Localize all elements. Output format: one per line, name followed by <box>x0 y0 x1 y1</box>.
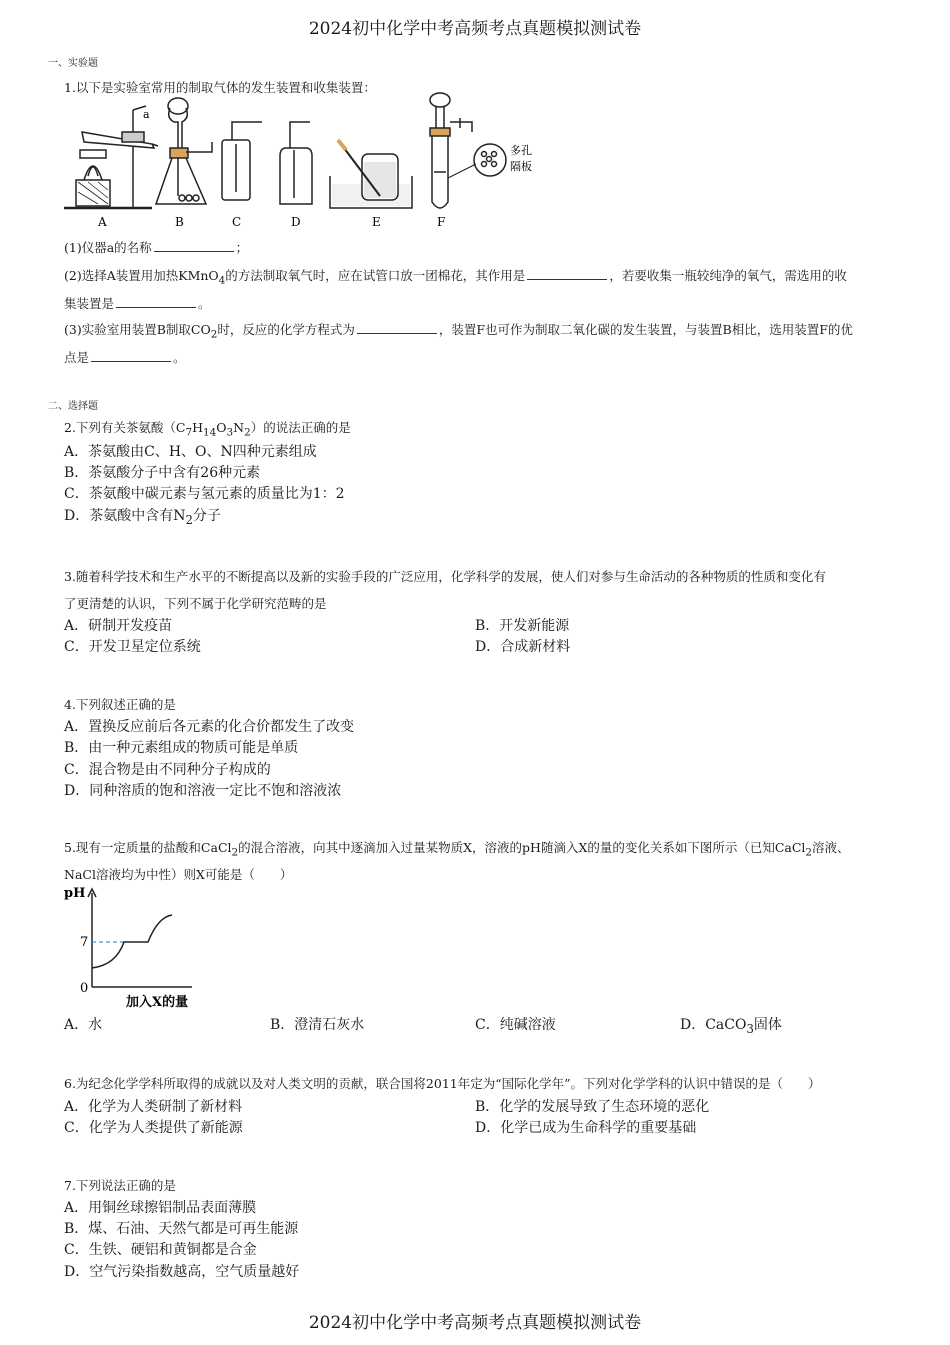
question-5-stem-line1: 5.现有一定质量的盐酸和CaCl$_2$的混合溶液，向其中逐滴加入过量某物质X，溶液的pH随滴入X的量的变化关系如下图所示（已知CaCl$_2$溶液、 <box>64 840 850 859</box>
q7-option-a[interactable]: A．用铜丝球擦铝制品表面薄膜 <box>64 1200 257 1216</box>
graph-tick-7: 7 <box>80 935 89 950</box>
question-1-part-3: (3)实验室用装置B制取$CO_2$时，反应的化学方程式为 ，装置F也可作为制取二氧化碳的发生装置，与装置B相比，选用装置F的优 <box>64 322 853 341</box>
q6-option-a[interactable]: A．化学为人类研制了新材料 <box>64 1099 243 1115</box>
ph-graph <box>62 883 212 1011</box>
q4-option-b[interactable]: B．由一种元素组成的物质可能是单质 <box>64 740 299 756</box>
q7-option-d[interactable]: D．空气污染指数越高，空气质量越好 <box>64 1264 300 1280</box>
q5-option-a[interactable]: A．水 <box>64 1017 103 1033</box>
answer-blank[interactable] <box>527 269 607 280</box>
q3-option-c[interactable]: C．开发卫星定位系统 <box>64 639 201 655</box>
q4-option-d[interactable]: D．同种溶质的饱和溶液一定比不饱和溶液浓 <box>64 783 342 799</box>
apparatus-c <box>222 122 262 200</box>
graph-y-label: pH <box>64 886 86 901</box>
q6-option-d[interactable]: D．化学已成为生命科学的重要基础 <box>475 1120 697 1136</box>
question-5-stem-line2: NaCl溶液均为中性）则X可能是（ ） <box>64 867 293 882</box>
q3-option-a[interactable]: A．研制开发疫苗 <box>64 618 173 634</box>
question-1-part-1: (1)仪器a的名称 ； <box>64 240 249 255</box>
label-a: a <box>143 108 150 121</box>
answer-blank[interactable] <box>357 323 437 334</box>
graph-tick-0: 0 <box>80 981 89 996</box>
q2-option-b[interactable]: B．茶氨酸分子中含有26种元素 <box>64 465 261 481</box>
answer-blank[interactable] <box>154 241 234 252</box>
question-1-part-3-cont: 点是 。 <box>64 350 186 365</box>
answer-blank[interactable] <box>91 351 171 362</box>
question-1-stem: 1.以下是实验室常用的制取气体的发生装置和收集装置： <box>64 80 376 95</box>
apparatus-e <box>330 140 412 208</box>
graph-x-label: 加入X的量 <box>126 995 189 1010</box>
question-2-stem: 2.下列有关茶氨酸$(C_7H_{14}O_3N_2)$的说法正确的是 <box>64 420 351 439</box>
question-1-part-2-cont: 集装置是 。 <box>64 296 211 311</box>
label-D: D <box>291 215 301 229</box>
apparatus-b <box>156 98 212 204</box>
q4-option-a[interactable]: A．置换反应前后各元素的化合价都发生了改变 <box>64 719 355 735</box>
section-heading-experiment: 一、实验题 <box>48 58 98 69</box>
q2-option-a[interactable]: A．茶氨酸由C、H、O、N四种元素组成 <box>64 444 317 460</box>
q2-option-c[interactable]: C．茶氨酸中碳元素与氢元素的质量比为1：2 <box>64 486 345 502</box>
q3-option-d[interactable]: D．合成新材料 <box>475 639 571 655</box>
answer-blank[interactable] <box>116 297 196 308</box>
label-plate: 隔板 <box>510 160 532 173</box>
label-F: F <box>437 215 446 229</box>
question-3-stem-line1: 3.随着科学技术和生产水平的不断提高以及新的实验手段的广泛应用，化学科学的发展，使人们对参与生命活动的各种物质的性质和变化有 <box>64 569 826 584</box>
q2-option-d[interactable]: D．茶氨酸中含有$N_2$分子 <box>64 508 221 527</box>
q5-option-d[interactable]: D．CaCO$_3$固体 <box>680 1017 782 1036</box>
page-title: 2024初中化学中考高频考点真题模拟测试卷 <box>308 19 642 39</box>
label-B: B <box>175 215 184 229</box>
section-heading-choice: 二、选择题 <box>48 401 98 412</box>
apparatus-figure <box>62 92 542 232</box>
question-3-stem-line2: 了更清楚的认识，下列不属于化学研究范畴的是 <box>64 596 327 611</box>
label-E: E <box>372 215 381 229</box>
q5-option-c[interactable]: C．纯碱溶液 <box>475 1017 556 1033</box>
q7-option-c[interactable]: C．生铁、硬铝和黄铜都是合金 <box>64 1242 257 1258</box>
question-1-part-2: (2)选择A装置用加热KMnO$_4$的方法制取氧气时，应在试管口放一团棉花，其作用是 ，若要收集一瓶较纯净的氧气，需选用的收 <box>64 268 847 287</box>
label-A: A <box>98 215 107 229</box>
apparatus-f <box>430 93 506 208</box>
q6-option-b[interactable]: B．化学的发展导致了生态环境的恶化 <box>475 1099 710 1115</box>
q7-option-b[interactable]: B．煤、石油、天然气都是可再生能源 <box>64 1221 299 1237</box>
page-footer-title: 2024初中化学中考高频考点真题模拟测试卷 <box>308 1313 642 1333</box>
label-C: C <box>232 215 242 229</box>
apparatus-a <box>64 106 158 208</box>
label-porous: 多孔 <box>510 144 532 157</box>
apparatus-d <box>280 122 312 204</box>
question-7-stem: 7.下列说法正确的是 <box>64 1178 176 1193</box>
q6-option-c[interactable]: C．化学为人类提供了新能源 <box>64 1120 243 1136</box>
q3-option-b[interactable]: B．开发新能源 <box>475 618 570 634</box>
q4-option-c[interactable]: C．混合物是由不同种分子构成的 <box>64 762 271 778</box>
question-4-stem: 4.下列叙述正确的是 <box>64 697 176 712</box>
question-6-stem: 6.为纪念化学学科所取得的成就以及对人类文明的贡献，联合国将2011年定为“国际化学年”。下列对化学学科的认识中错误的是（ ） <box>64 1076 821 1091</box>
q5-option-b[interactable]: B．澄清石灰水 <box>270 1017 365 1033</box>
